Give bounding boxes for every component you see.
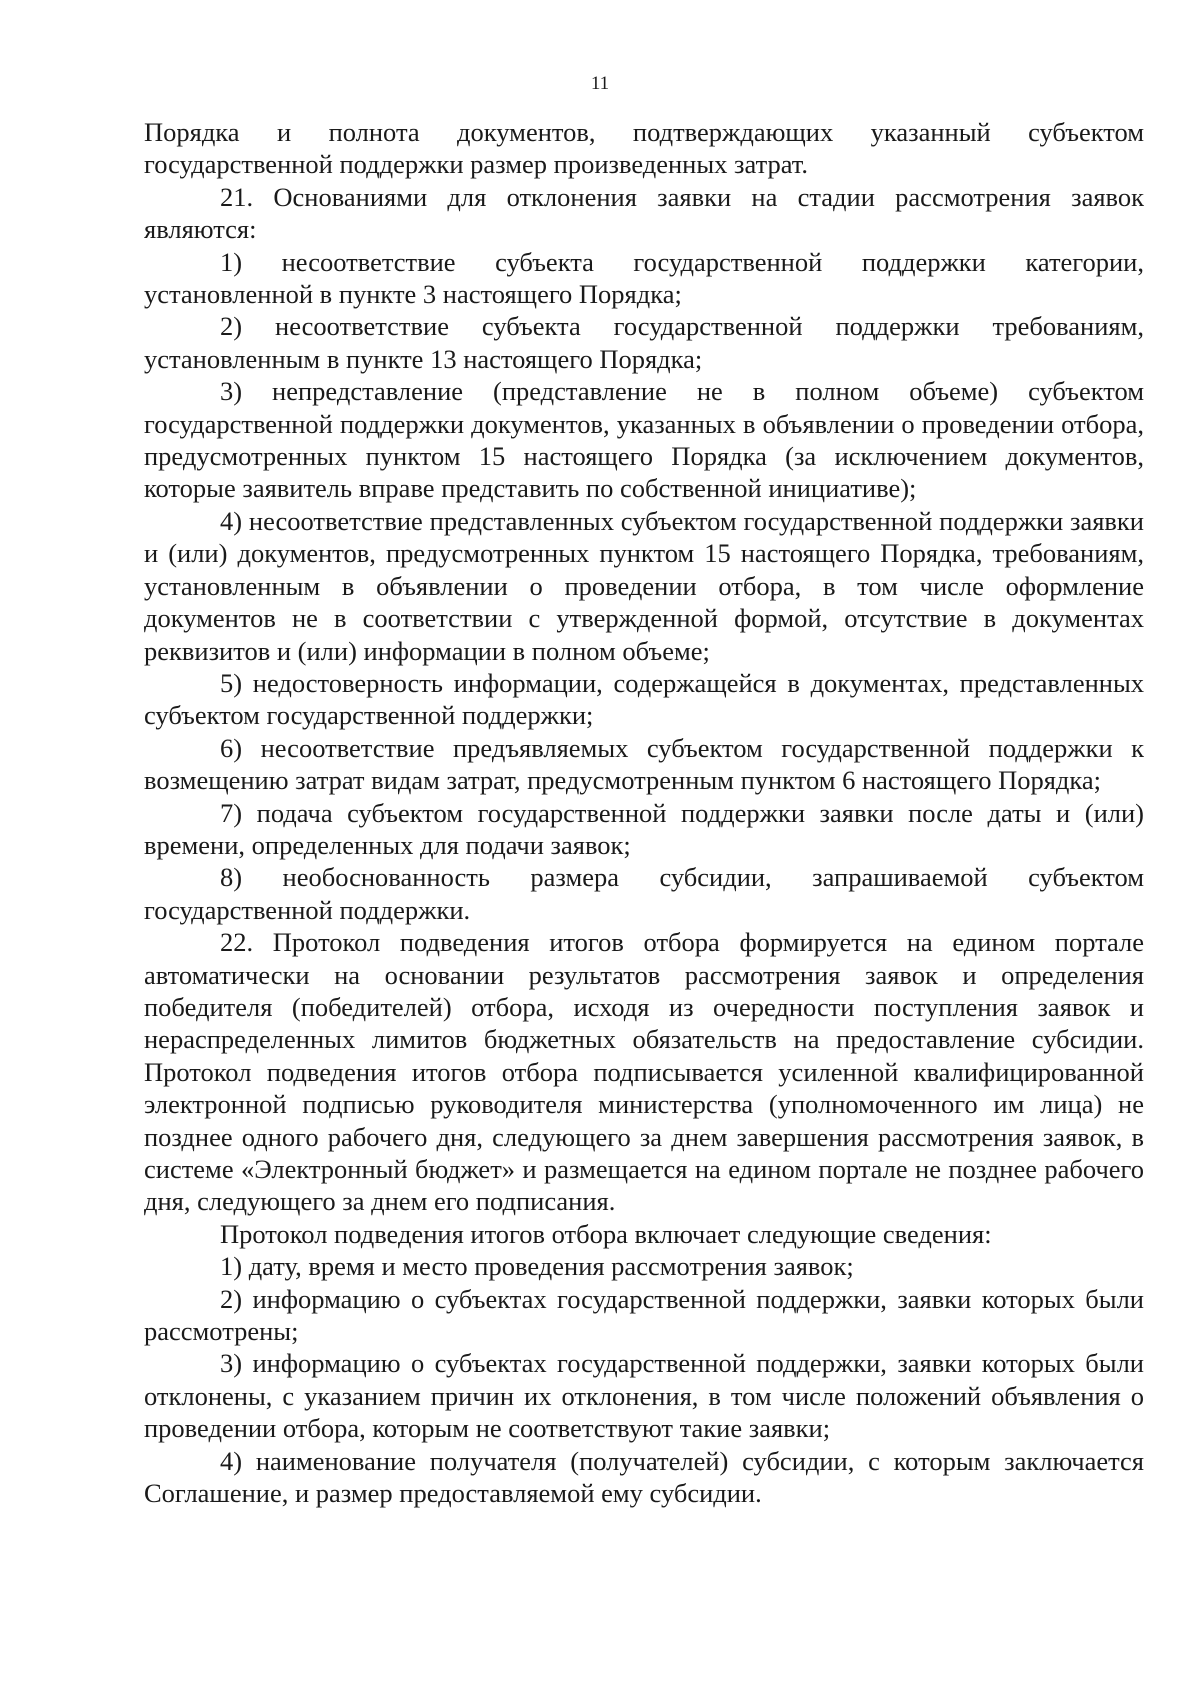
paragraph-protocol-contents: Протокол подведения итогов отбора включает следующие сведения: bbox=[220, 1218, 992, 1249]
list-item-21-3: 3) непредставление (представление не в полном объеме) субъектом государственной поддержки документов, указанных в объявлении о проведении отбора, предусмотренных пунктом 15 настоящего Порядка (за исключением документов, которые заявитель вправе представить по собственной инициативе); bbox=[144, 376, 1144, 504]
list-item-22-1: 1) дату, время и место проведения рассмотрения заявок; bbox=[220, 1251, 854, 1282]
page-number: 11 bbox=[590, 73, 610, 94]
list-item-22-2: 2) информацию о субъектах государственной поддержки, заявки которых были рассмотрены; bbox=[144, 1283, 1144, 1347]
list-item-21-6: 6) несоответствие предъявляемых субъектом государственной поддержки к возмещению затрат видам затрат, предусмотренным пунктом 6 настоящего Порядка; bbox=[144, 732, 1144, 796]
list-item-21-1: 1) несоответствие субъекта государственной поддержки категории, установленной в пункте 3 настоящего Порядка; bbox=[144, 246, 1144, 310]
list-item-22-4: 4) наименование получателя (получателей) субсидии, с которым заключается Соглашение, и размер предоставляемой ему субсидии. bbox=[144, 1445, 1144, 1509]
list-item-21-5: 5) недостоверность информации, содержащейся в документах, представленных субъектом государственной поддержки; bbox=[144, 667, 1144, 731]
document-body bbox=[144, 116, 1144, 1509]
list-item-21-7: 7) подача субъектом государственной поддержки заявки после даты и (или) времени, определенных для подачи заявок; bbox=[144, 797, 1144, 860]
list-item-22-3: 3) информацию о субъектах государственной поддержки, заявки которых были отклонены, с указанием причин их отклонения, в том числе положений объявления о проведении отбора, которым не соответствуют такие заявки; bbox=[144, 1348, 1144, 1444]
list-item-21-2: 2) несоответствие субъекта государственной поддержки требованиям, установленным в пункте 13 настоящего Порядка; bbox=[144, 311, 1144, 374]
list-item-21-8: 8) необоснованность размера субсидии, запрашиваемой субъектом государственной поддержки. bbox=[144, 862, 1144, 925]
paragraph-clause-21: 21. Основаниями для отклонения заявки на стадии рассмотрения заявок являются: bbox=[144, 181, 1144, 245]
paragraph-continuation: Порядка и полнота документов, подтверждающих указанный субъектом государственной поддержки размер произведенных затрат. bbox=[144, 117, 1144, 180]
paragraph-clause-22: 22. Протокол подведения итогов отбора формируется на едином портале автоматически на основании результатов рассмотрения заявок и определения победителя (победителей) отбора, исходя из очередности поступления заявок и нераспределенных лимитов бюджетных обязательств на предоставление субсидии. Протокол подведения итогов отбора подписывается усиленной квалифицированной электронной подписью руководителя министерства (уполномоченного им лица) не позднее одного рабочего дня, следующего за днем завершения рассмотрения заявок, в системе «Электронный бюджет» и размещается на едином портале не позднее рабочего дня, следующего за днем его подписания. bbox=[144, 927, 1144, 1217]
list-item-21-4: 4) несоответствие представленных субъектом государственной поддержки заявки и (или) документов, предусмотренных пунктом 15 настоящего Порядка, требованиям, установленным в объявлении о проведении отбора, в том числе оформление документов не в соответствии с утвержденной формой, отсутствие в документах реквизитов и (или) информации в полном объеме; bbox=[144, 505, 1144, 666]
